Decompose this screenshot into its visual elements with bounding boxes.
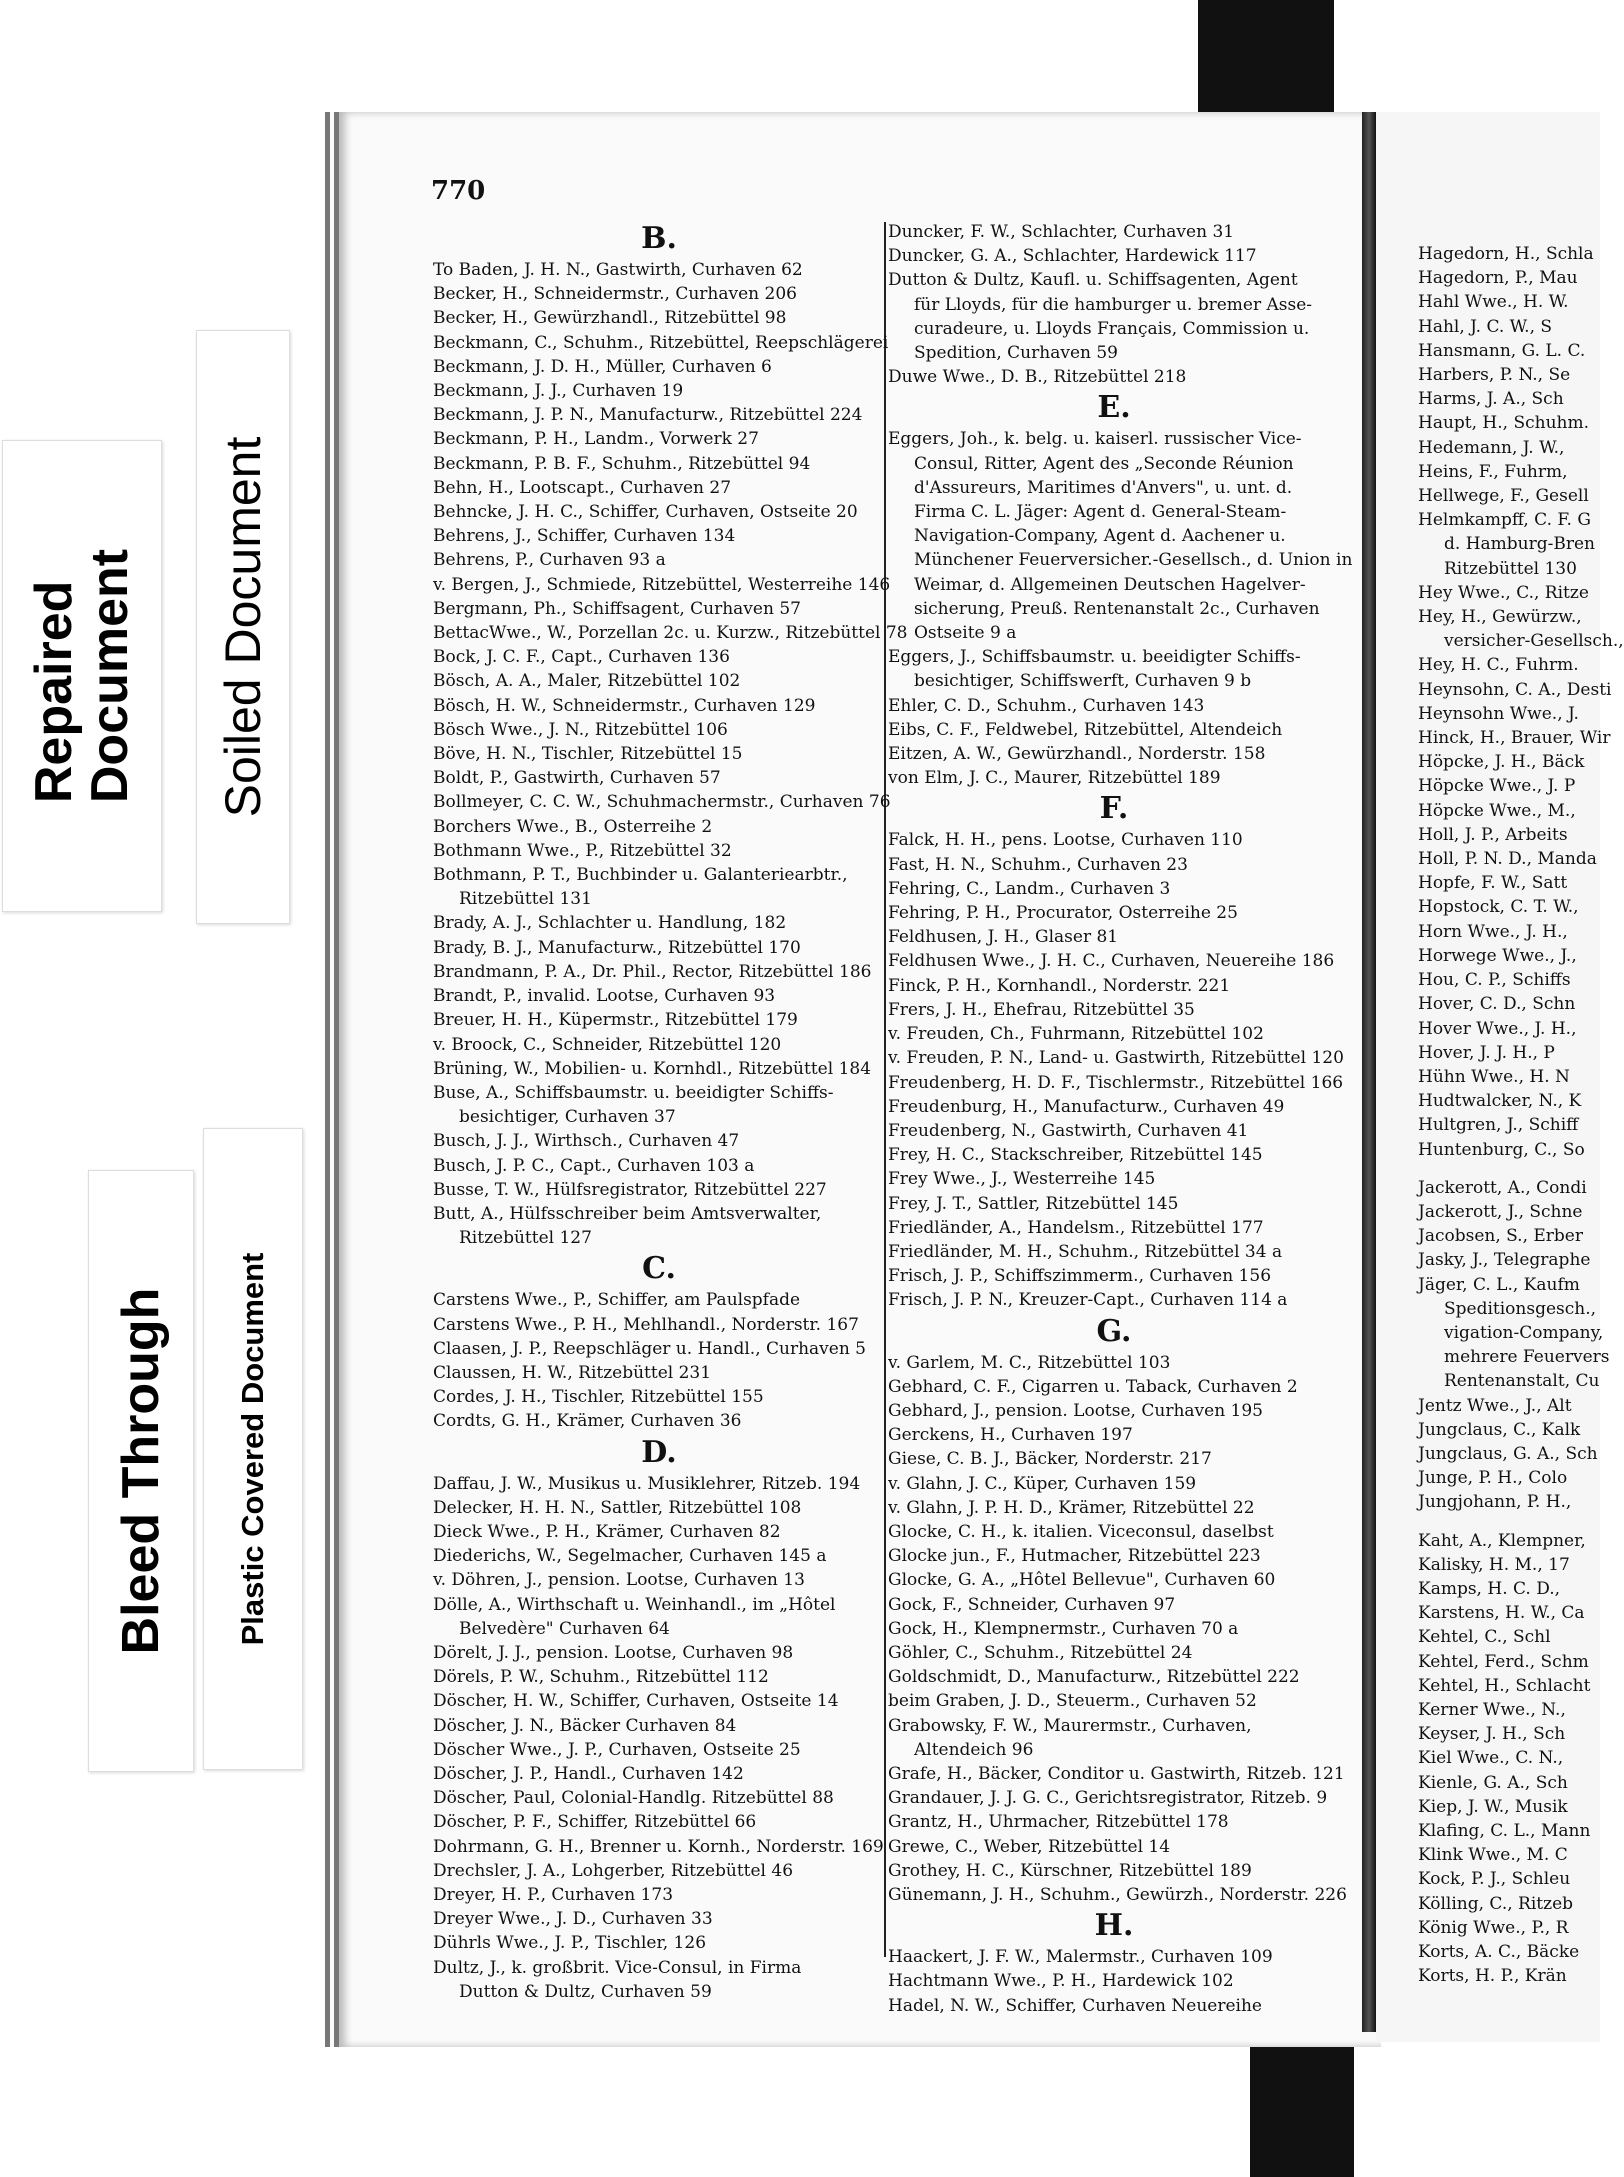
section-letter: F. — [1099, 791, 1129, 827]
directory-entry-continuation: Speditionsgesch., — [1444, 1298, 1597, 1319]
directory-entry: Eibs, C. F., Feldwebel, Ritzebüttel, Altendeich — [888, 719, 1283, 740]
directory-entry: To Baden, J. H. N., Gastwirth, Curhaven 62 — [433, 260, 803, 280]
directory-entry: Frisch, J. P. N., Kreuzer-Capt., Curhaven 114 a — [888, 1290, 1288, 1311]
directory-entry: Gock, H., Klempnermstr., Curhaven 70 a — [888, 1618, 1239, 1639]
directory-entry: Carstens Wwe., P., Schiffer, am Paulspfade — [433, 1290, 801, 1311]
directory-entry-continuation: vigation-Company, — [1444, 1322, 1604, 1343]
directory-entry-continuation: Weimar, d. Allgemeinen Deutschen Hagelver- — [914, 574, 1306, 595]
directory-entry: Claasen, J. P., Reepschläger u. Handl., Curhaven 5 — [433, 1338, 867, 1359]
directory-entry: Dohrmann, G. H., Brenner u. Kornh., Norderstr. 169 — [433, 1836, 884, 1857]
section-letter: G. — [1096, 1313, 1132, 1349]
directory-entry: Friedländer, M. H., Schuhm., Ritzebüttel 34 a — [888, 1241, 1283, 1262]
directory-entry: Horn Wwe., J. H., — [1418, 921, 1568, 942]
directory-entry: Kölling, C., Ritzeb — [1418, 1893, 1574, 1914]
directory-entry: Heynsohn Wwe., J. — [1418, 703, 1579, 724]
directory-entry: Delecker, H. H. N., Sattler, Ritzebüttel 108 — [433, 1497, 802, 1518]
directory-entry-continuation: Firma C. L. Jäger: Agent d. General-Steam- — [914, 502, 1287, 523]
directory-entry: Kaht, A., Klempner, — [1418, 1530, 1586, 1551]
directory-entry: Ehler, C. D., Schuhm., Curhaven 143 — [888, 695, 1205, 716]
directory-entry: Beckmann, J. P. N., Manufacturw., Ritzebüttel 224 — [433, 405, 863, 426]
directory-entry: Kienle, G. A., Sch — [1418, 1772, 1568, 1793]
section-letter: B. — [641, 221, 677, 256]
directory-column-2 — [888, 220, 1353, 2018]
section-gap — [1418, 1162, 1618, 1176]
directory-entry: Grewe, C., Weber, Ritzebüttel 14 — [888, 1836, 1171, 1857]
directory-entry: Hey Wwe., C., Ritze — [1418, 582, 1589, 603]
directory-entry-continuation: d. Hamburg-Bren — [1444, 534, 1595, 555]
directory-entry: Kock, P. J., Schleu — [1418, 1869, 1571, 1890]
directory-entry: Gerckens, H., Curhaven 197 — [888, 1425, 1133, 1446]
directory-entry: Carstens Wwe., P. H., Mehlhandl., Norderstr. 167 — [433, 1314, 859, 1335]
directory-entry: Hadel, N. W., Schiffer, Curhaven Neuereihe — [888, 1995, 1262, 2016]
directory-entry: Bothmann, P. T., Buchbinder u. Galanteriearbtr., — [433, 865, 848, 886]
directory-entry: Döscher Wwe., J. P., Curhaven, Ostseite 25 — [433, 1739, 801, 1760]
directory-entry: Dultz, J., k. großbrit. Vice-Consul, in Firma — [433, 1957, 802, 1978]
label-card-bleed — [88, 1170, 194, 1772]
directory-entry: Bock, J. C. F., Capt., Curhaven 136 — [433, 647, 730, 668]
directory-entry: Hover Wwe., J. H., — [1418, 1018, 1577, 1039]
directory-entry: Glocke, G. A., „Hôtel Bellevue", Curhaven 60 — [888, 1570, 1276, 1591]
directory-entry: Eitzen, A. W., Gewürzhandl., Norderstr. 158 — [888, 744, 1266, 765]
directory-entry: Horwege Wwe., J., — [1418, 945, 1577, 966]
label-plastic-covered: Plastic Covered Document — [235, 1252, 270, 1646]
directory-entry: Feldhusen Wwe., J. H. C., Curhaven, Neuereihe 186 — [888, 951, 1335, 972]
directory-column-1 — [433, 220, 908, 2004]
directory-entry: BettacWwe., W., Porzellan 2c. u. Kurzw., Ritzebüttel 78 — [433, 623, 908, 644]
directory-entry: Höpcke Wwe., J. P — [1418, 776, 1576, 797]
directory-entry: Jacobsen, S., Erber — [1418, 1226, 1583, 1247]
directory-entry: Kehtel, Ferd., Schm — [1418, 1651, 1589, 1672]
directory-entry: Jackerott, J., Schne — [1418, 1201, 1583, 1222]
directory-entry: Bollmeyer, C. C. W., Schuhmachermstr., Curhaven 76 — [433, 792, 891, 813]
directory-entry: Jungjohann, P. H., — [1418, 1492, 1572, 1513]
directory-entry: Finck, P. H., Kornhandl., Norderstr. 221 — [888, 975, 1231, 996]
directory-entry: Jackerott, A., Condi — [1418, 1177, 1587, 1198]
directory-entry: v. Glahn, J. P. H. D., Krämer, Ritzebüttel 22 — [888, 1497, 1255, 1518]
directory-entry: Dutton & Dultz, Kaufl. u. Schiffsagenten, Agent — [888, 270, 1298, 291]
directory-entry: Dreyer Wwe., J. D., Curhaven 33 — [433, 1909, 713, 1930]
directory-entry: Behrens, J., Schiffer, Curhaven 134 — [433, 526, 736, 547]
directory-entry: Falck, H. H., pens. Lootse, Curhaven 110 — [888, 830, 1243, 851]
section-gap — [1418, 1515, 1618, 1529]
directory-entry: v. Bergen, J., Schmiede, Ritzebüttel, Westerreihe 146 — [433, 574, 891, 595]
directory-entry: Helmkampff, C. F. G — [1418, 510, 1591, 531]
directory-entry: Jungclaus, C., Kalk — [1418, 1419, 1581, 1440]
directory-entry-continuation: versicher-Gesellsch., — [1444, 631, 1624, 652]
directory-entry-continuation: mehrere Feuervers — [1444, 1347, 1610, 1368]
directory-entry: Claussen, H. W., Ritzebüttel 231 — [433, 1362, 712, 1383]
directory-entry: v. Glahn, J. C., Küper, Curhaven 159 — [888, 1473, 1197, 1494]
directory-entry: Duncker, G. A., Schlachter, Hardewick 117 — [888, 246, 1257, 267]
section-letter: D. — [641, 1434, 677, 1470]
directory-entry-continuation: Ritzebüttel 131 — [459, 889, 592, 910]
directory-entry: Frey Wwe., J., Westerreihe 145 — [888, 1169, 1156, 1190]
directory-entry-continuation: Ostseite 9 a — [914, 623, 1017, 644]
directory-entry: Giese, C. B. J., Bäcker, Norderstr. 217 — [888, 1449, 1212, 1470]
directory-entry-continuation: besichtiger, Schiffswerft, Curhaven 9 b — [914, 671, 1252, 692]
directory-entry: Butt, A., Hülfsschreiber beim Amtsverwalter, — [433, 1203, 822, 1224]
directory-entry: Kehtel, C., Schl — [1418, 1627, 1551, 1648]
directory-entry: Kiep, J. W., Musik — [1418, 1796, 1568, 1817]
directory-entry-continuation: Navigation-Company, Agent d. Aachener u. — [914, 526, 1286, 547]
directory-entry: Hahl Wwe., H. W. — [1418, 292, 1569, 313]
label-card-soiled — [196, 330, 290, 924]
directory-entry: Brandmann, P. A., Dr. Phil., Rector, Ritzebüttel 186 — [433, 961, 872, 982]
directory-entry: Korts, H. P., Krän — [1418, 1966, 1567, 1987]
directory-entry: Breuer, H. H., Küpermstr., Ritzebüttel 179 — [433, 1010, 798, 1031]
directory-entry: Dörelt, J. J., pension. Lootse, Curhaven 98 — [433, 1642, 794, 1663]
directory-entry: Jentz Wwe., J., Alt — [1418, 1395, 1572, 1416]
directory-entry: Haackert, J. F. W., Malermstr., Curhaven 109 — [888, 1947, 1273, 1968]
directory-entry: Grandauer, J. J. G. C., Gerichtsregistrator, Ritzeb. 9 — [888, 1788, 1328, 1809]
directory-entry: Hansmann, G. L. C. — [1418, 340, 1586, 361]
directory-entry: v. Döhren, J., pension. Lootse, Curhaven 13 — [433, 1570, 805, 1591]
directory-entry: Fast, H. N., Schuhm., Curhaven 23 — [888, 854, 1188, 875]
directory-entry: Feldhusen, J. H., Glaser 81 — [888, 927, 1119, 948]
directory-entry: Beckmann, P. B. F., Schuhm., Ritzebüttel 94 — [433, 453, 811, 474]
directory-entry: Brüning, W., Mobilien- u. Kornhdl., Ritzebüttel 184 — [433, 1058, 872, 1079]
directory-entry: v. Freuden, Ch., Fuhrmann, Ritzebüttel 102 — [888, 1024, 1264, 1045]
directory-entry: Höpcke Wwe., M., — [1418, 800, 1576, 821]
directory-entry: Boldt, P., Gastwirth, Curhaven 57 — [433, 768, 721, 789]
directory-entry: von Elm, J. C., Maurer, Ritzebüttel 189 — [888, 768, 1221, 789]
directory-entry: Daffau, J. W., Musikus u. Musiklehrer, Ritzeb. 194 — [433, 1473, 861, 1494]
directory-entry: Hagedorn, P., Mau — [1418, 268, 1578, 289]
directory-entry: Busse, T. W., Hülfsregistrator, Ritzebüttel 227 — [433, 1179, 827, 1200]
directory-entry: v. Freuden, P. N., Land- u. Gastwirth, Ritzebüttel 120 — [888, 1048, 1344, 1069]
directory-entry: Hagedorn, H., Schla — [1418, 244, 1594, 264]
label-soiled-document: Soiled Document — [215, 436, 271, 818]
directory-entry: Hover, C. D., Schn — [1418, 994, 1576, 1015]
directory-entry: Haupt, H., Schuhm. — [1418, 413, 1590, 434]
directory-entry-continuation: besichtiger, Curhaven 37 — [459, 1107, 676, 1128]
directory-entry: Kiel Wwe., C. N., — [1418, 1748, 1564, 1769]
directory-entry: Becker, H., Schneidermstr., Curhaven 206 — [433, 284, 797, 305]
directory-entry: Bösch Wwe., J. N., Ritzebüttel 106 — [433, 719, 728, 740]
directory-entry-continuation: Spedition, Curhaven 59 — [914, 343, 1118, 364]
directory-entry: Friedländer, A., Handelsm., Ritzebüttel 177 — [888, 1217, 1264, 1238]
directory-entry: Brady, B. J., Manufacturw., Ritzebüttel 170 — [433, 937, 801, 958]
directory-entry: Brady, A. J., Schlachter u. Handlung, 182 — [433, 913, 787, 934]
directory-entry: Glocke, C. H., k. italien. Viceconsul, daselbst — [888, 1521, 1274, 1542]
directory-entry: Hopstock, C. T. W., — [1418, 897, 1579, 918]
directory-entry: Beckmann, J. J., Curhaven 19 — [433, 381, 684, 402]
directory-entry: Eggers, J., Schiffsbaumstr. u. beeidigter Schiffs- — [888, 647, 1301, 668]
directory-entry: Döscher, J. P., Handl., Curhaven 142 — [433, 1763, 744, 1784]
directory-entry: Korts, A. C., Bäcke — [1418, 1942, 1580, 1963]
directory-entry: Bösch, A. A., Maler, Ritzebüttel 102 — [433, 671, 741, 692]
directory-entry: Döscher, J. N., Bäcker Curhaven 84 — [433, 1715, 737, 1736]
directory-entry-continuation: d'Assureurs, Maritimes d'Anvers", u. unt. d. — [914, 477, 1293, 498]
directory-entry: Cordes, J. H., Tischler, Ritzebüttel 155 — [433, 1387, 764, 1408]
directory-entry: Hellwege, F., Gesell — [1418, 486, 1589, 507]
directory-entry: Frey, H. C., Stackschreiber, Ritzebüttel 145 — [888, 1145, 1263, 1166]
directory-entry: Eggers, Joh., k. belg. u. kaiserl. russischer Vice- — [888, 429, 1302, 450]
directory-entry: Grabowsky, F. W., Maurermstr., Curhaven, — [888, 1715, 1252, 1736]
directory-entry: König Wwe., P., R — [1418, 1917, 1569, 1938]
directory-entry: Frey, J. T., Sattler, Ritzebüttel 145 — [888, 1193, 1179, 1214]
directory-entry: Holl, J. P., Arbeits — [1418, 824, 1568, 845]
directory-entry: Behncke, J. H. C., Schiffer, Curhaven, Ostseite 20 — [433, 502, 858, 523]
directory-column-3-partial — [1418, 242, 1624, 1988]
directory-entry: Gebhard, C. F., Cigarren u. Taback, Curhaven 2 — [888, 1376, 1298, 1397]
directory-entry: Dieck Wwe., P. H., Krämer, Curhaven 82 — [433, 1521, 781, 1542]
directory-entry: Kerner Wwe., N., — [1418, 1699, 1566, 1720]
directory-entry: Duncker, F. W., Schlachter, Curhaven 31 — [888, 222, 1235, 242]
directory-entry-continuation: Consul, Ritter, Agent des „Seconde Réunion — [914, 453, 1294, 474]
directory-entry: Duwe Wwe., D. B., Ritzebüttel 218 — [888, 367, 1187, 388]
directory-entry: Freudenburg, H., Manufacturw., Curhaven 49 — [888, 1096, 1285, 1117]
directory-entry: Dührls Wwe., J. P., Tischler, 126 — [433, 1933, 707, 1954]
directory-entry: Jasky, J., Telegraphe — [1418, 1250, 1591, 1271]
directory-entry: Behrens, P., Curhaven 93 a — [433, 550, 666, 571]
directory-entry: Buse, A., Schiffsbaumstr. u. beeidigter Schiffs- — [433, 1082, 834, 1103]
directory-entry: Harms, J. A., Sch — [1418, 389, 1564, 410]
directory-entry-continuation: für Lloyds, für die hamburger u. bremer Asse- — [914, 294, 1313, 315]
directory-entry-continuation: sicherung, Preuß. Rentenanstalt 2c., Curhaven — [914, 598, 1320, 619]
directory-entry: Hühn Wwe., H. N — [1418, 1066, 1570, 1087]
directory-entry: Hopfe, F. W., Satt — [1418, 873, 1568, 894]
directory-entry: Fehring, C., Landm., Curhaven 3 — [888, 878, 1171, 899]
directory-entry: Günemann, J. H., Schuhm., Gewürzh., Norderstr. 226 — [888, 1885, 1347, 1905]
directory-entry: Klink Wwe., M. C — [1418, 1845, 1568, 1866]
directory-entry: Hover, J. J. H., P — [1418, 1042, 1555, 1063]
directory-entry: Hedemann, J. W., — [1418, 437, 1565, 458]
label-card-repaired — [2, 440, 162, 912]
directory-entry-continuation: Münchener Feuerversicher.-Gesellsch., d. Union in — [914, 550, 1353, 571]
directory-entry: Gebhard, J., pension. Lootse, Curhaven 195 — [888, 1400, 1263, 1421]
directory-entry: v. Garlem, M. C., Ritzebüttel 103 — [888, 1352, 1171, 1373]
directory-entry: Hahl, J. C. W., S — [1418, 316, 1553, 337]
directory-entry: Keyser, J. H., Sch — [1418, 1724, 1566, 1745]
directory-entry: Gock, F., Schneider, Curhaven 97 — [888, 1594, 1176, 1615]
directory-entry: Kamps, H. C. D., — [1418, 1578, 1561, 1599]
section-letter: C. — [642, 1251, 676, 1287]
label-bleed-through: Bleed Through — [112, 1287, 170, 1655]
directory-entry: Beckmann, P. H., Landm., Vorwerk 27 — [433, 429, 759, 450]
directory-entry: Heynsohn, C. A., Desti — [1418, 679, 1612, 700]
directory-entry: Dölle, A., Wirthschaft u. Weinhandl., im „Hôtel — [433, 1594, 836, 1615]
section-letter: E. — [1097, 390, 1131, 426]
directory-entry-continuation: Ritzebüttel 130 — [1444, 558, 1577, 579]
directory-entry: Drechsler, J. A., Lohgerber, Ritzebüttel 46 — [433, 1860, 794, 1881]
directory-entry-continuation: Altendeich 96 — [914, 1739, 1034, 1760]
directory-entry: Böve, H. N., Tischler, Ritzebüttel 15 — [433, 744, 743, 765]
directory-entry: Jungclaus, G. A., Sch — [1418, 1443, 1598, 1464]
directory-entry: Heins, F., Fuhrm, — [1418, 461, 1568, 482]
directory-entry-continuation: curadeure, u. Lloyds Français, Commission u. — [914, 318, 1310, 339]
directory-entry-continuation: Rentenanstalt, Cu — [1444, 1371, 1600, 1392]
directory-entry: Karstens, H. W., Ca — [1418, 1603, 1585, 1624]
directory-entry: Goldschmidt, D., Manufacturw., Ritzebüttel 222 — [888, 1667, 1300, 1688]
directory-entry-continuation: Belvedère" Curhaven 64 — [459, 1618, 670, 1639]
directory-entry: Beckmann, J. D. H., Müller, Curhaven 6 — [433, 356, 772, 377]
directory-entry: Busch, J. P. C., Capt., Curhaven 103 a — [433, 1155, 755, 1176]
directory-entry: Grantz, H., Uhrmacher, Ritzebüttel 178 — [888, 1812, 1229, 1833]
directory-entry: Borchers Wwe., B., Osterreihe 2 — [433, 816, 713, 837]
directory-entry: Cordts, G. H., Krämer, Curhaven 36 — [433, 1411, 742, 1432]
directory-entry: Frisch, J. P., Schiffszimmerm., Curhaven 156 — [888, 1266, 1272, 1287]
directory-entry: Kehtel, H., Schlacht — [1418, 1675, 1591, 1696]
directory-entry: Grafe, H., Bäcker, Conditor u. Gastwirth, Ritzeb. 121 — [888, 1763, 1345, 1784]
directory-entry: Hachtmann Wwe., P. H., Hardewick 102 — [888, 1971, 1234, 1992]
directory-entry: Jäger, C. L., Kaufm — [1418, 1274, 1580, 1295]
directory-entry: Hinck, H., Brauer, Wir — [1418, 728, 1611, 749]
directory-entry: Fehring, P. H., Procurator, Osterreihe 25 — [888, 903, 1238, 924]
directory-entry: Frers, J. H., Ehefrau, Ritzebüttel 35 — [888, 999, 1195, 1020]
directory-entry: Klafing, C. L., Mann — [1418, 1821, 1591, 1841]
directory-entry-continuation: Ritzebüttel 127 — [459, 1228, 592, 1249]
directory-entry: Döscher, Paul, Colonial-Handlg. Ritzebüttel 88 — [433, 1788, 834, 1809]
directory-entry: Döscher, P. F., Schiffer, Ritzebüttel 66 — [433, 1812, 757, 1833]
directory-entry: Freudenberg, H. D. F., Tischlermstr., Ritzebüttel 166 — [888, 1072, 1344, 1093]
directory-entry: Becker, H., Gewürzhandl., Ritzebüttel 98 — [433, 308, 787, 329]
label-repaired-document: Repaired Document — [25, 548, 139, 804]
directory-entry: Grothey, H. C., Kürschner, Ritzebüttel 189 — [888, 1860, 1252, 1881]
directory-entry: Diederichs, W., Segelmacher, Curhaven 145 a — [433, 1546, 827, 1567]
directory-entry-continuation: Dutton & Dultz, Curhaven 59 — [459, 1981, 712, 2002]
directory-entry: Behn, H., Lootscapt., Curhaven 27 — [433, 477, 732, 498]
directory-entry: Beckmann, C., Schuhm., Ritzebüttel, Reepschlägerei — [433, 332, 889, 353]
directory-entry: Höpcke, J. H., Bäck — [1418, 752, 1585, 773]
directory-entry: Huntenburg, C., So — [1418, 1139, 1585, 1160]
directory-entry: Harbers, P. N., Se — [1418, 365, 1571, 386]
directory-entry: Dörels, P. W., Schuhm., Ritzebüttel 112 — [433, 1667, 769, 1688]
directory-entry: Dreyer, H. P., Curhaven 173 — [433, 1885, 674, 1905]
directory-entry: Göhler, C., Schuhm., Ritzebüttel 24 — [888, 1642, 1193, 1663]
directory-entry: Kalisky, H. M., 17 — [1418, 1554, 1570, 1575]
directory-entry: Junge, P. H., Colo — [1418, 1468, 1568, 1489]
directory-entry: Busch, J. J., Wirthsch., Curhaven 47 — [433, 1131, 740, 1152]
page-number: 770 — [431, 176, 486, 206]
directory-entry: Bösch, H. W., Schneidermstr., Curhaven 129 — [433, 695, 816, 716]
directory-entry: Holl, P. N. D., Manda — [1418, 849, 1597, 870]
directory-entry: Hey, H., Gewürzw., — [1418, 607, 1582, 628]
directory-entry: Glocke jun., F., Hutmacher, Ritzebüttel 223 — [888, 1546, 1261, 1567]
directory-entry: Bothmann Wwe., P., Ritzebüttel 32 — [433, 840, 732, 861]
directory-entry: v. Broock, C., Schneider, Ritzebüttel 120 — [433, 1034, 782, 1055]
section-letter: H. — [1094, 1908, 1134, 1944]
directory-entry: beim Graben, J. D., Steuerm., Curhaven 52 — [888, 1691, 1257, 1712]
directory-entry: Hudtwalcker, N., K — [1418, 1091, 1582, 1112]
label-card-plastic — [203, 1128, 303, 1770]
directory-entry: Döscher, H. W., Schiffer, Curhaven, Ostseite 14 — [433, 1691, 839, 1712]
directory-entry: Hou, C. P., Schiffs — [1418, 970, 1571, 991]
directory-entry: Bergmann, Ph., Schiffsagent, Curhaven 57 — [433, 598, 801, 619]
book-gutter — [1362, 112, 1376, 2032]
directory-entry: Hey, H. C., Fuhrm. — [1418, 655, 1579, 676]
directory-entry: Freudenberg, N., Gastwirth, Curhaven 41 — [888, 1120, 1249, 1141]
directory-entry: Brandt, P., invalid. Lootse, Curhaven 93 — [433, 986, 776, 1007]
directory-entry: Hultgren, J., Schiff — [1418, 1115, 1579, 1136]
